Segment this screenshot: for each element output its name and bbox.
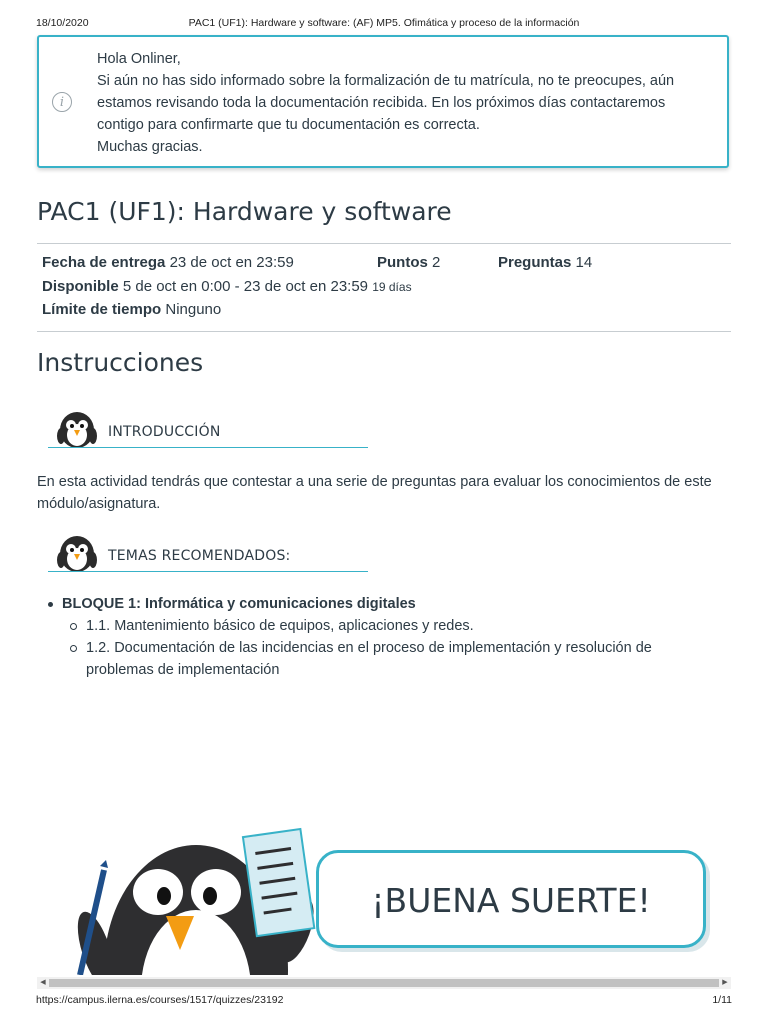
scrollbar-thumb[interactable]: [49, 979, 719, 987]
info-icon: i: [52, 92, 72, 112]
notice-line: contigo para confirmarte que tu documentación es correcta.: [97, 117, 480, 133]
divider: [37, 243, 731, 244]
topics-list: [37, 593, 737, 681]
page-title: PAC1 (UF1): Hardware y software: [37, 197, 452, 226]
quiz-details-row-1: [42, 254, 294, 271]
divider: [37, 331, 731, 332]
speech-bubble: [316, 850, 706, 948]
page-number: 1/11: [712, 994, 732, 1006]
list-item-continuation: problemas de implementación: [86, 662, 280, 678]
questions-value: 14: [575, 254, 593, 271]
print-title: PAC1 (UF1): Hardware y software: (AF) MP5. Ofimática y proceso de la información: [188, 17, 580, 29]
topics-banner: [48, 532, 368, 572]
print-date: 18/10/2020: [36, 17, 89, 29]
notice-line: Muchas gracias.: [97, 139, 203, 155]
print-url: https://campus.ilerna.es/courses/1517/quizzes/23192: [36, 994, 284, 1006]
good-luck-illustration: [38, 820, 730, 975]
topics-banner-label: TEMAS RECOMENDADOS:: [108, 548, 291, 564]
intro-banner: [48, 408, 368, 448]
time-limit-detail: [42, 301, 221, 318]
enrollment-notice: [37, 35, 729, 168]
notice-line: Si aún no has sido informado sobre la formalización de tu matrícula, no te preocupes, aún: [97, 73, 675, 89]
good-luck-text: ¡BUENA SUERTE!: [371, 881, 651, 920]
penguin-icon: [52, 532, 102, 572]
notice-line: Hola Onliner,: [97, 51, 181, 67]
due-label: Fecha de entrega: [42, 254, 166, 271]
questions-detail: [498, 254, 592, 271]
points-value: 2: [432, 254, 441, 271]
time-limit-value: Ninguno: [165, 301, 222, 318]
list-item: 1.1. Mantenimiento básico de equipos, aplicaciones y redes.: [37, 615, 737, 637]
penguin-icon: [52, 408, 102, 448]
available-value: 5 de oct en 0:00 - 23 de oct en 23:59: [122, 278, 369, 295]
available-label: Disponible: [42, 278, 119, 295]
notice-line: estamos revisando toda la documentación recibida. En los próximos días contactaremos: [97, 95, 666, 111]
available-days: 19 días: [372, 280, 412, 294]
due-value: 23 de oct en 23:59: [169, 254, 294, 271]
horizontal-scrollbar[interactable]: [37, 977, 731, 989]
list-item: BLOQUE 1: Informática y comunicaciones digitales: [37, 593, 737, 615]
time-limit-label: Límite de tiempo: [42, 301, 162, 318]
questions-label: Preguntas: [498, 254, 572, 271]
list-item: 1.2. Documentación de las incidencias en el proceso de implementación y resolución de: [37, 637, 737, 659]
scroll-left-icon[interactable]: ◀: [40, 979, 46, 986]
intro-banner-label: INTRODUCCIÓN: [108, 424, 221, 440]
instructions-heading: Instrucciones: [37, 348, 204, 377]
points-detail: [377, 254, 440, 271]
notice-text: [97, 48, 717, 158]
intro-paragraph: En esta actividad tendrás que contestar a una serie de preguntas para evaluar los conocimientos de este módulo/asignatura.: [37, 474, 712, 512]
print-header: [0, 0, 768, 40]
points-label: Puntos: [377, 254, 428, 271]
scroll-right-icon[interactable]: ▶: [722, 979, 728, 986]
availability-detail: [42, 278, 412, 295]
